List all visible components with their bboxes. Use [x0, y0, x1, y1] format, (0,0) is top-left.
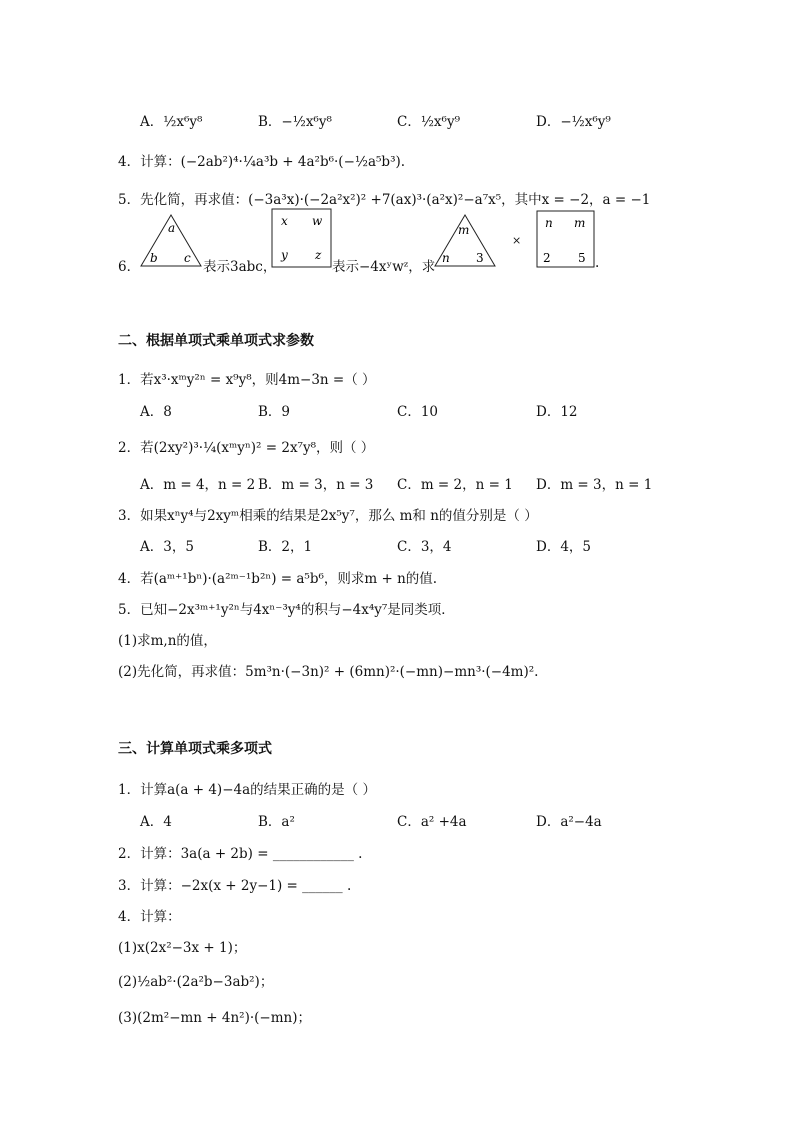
multiply-sign: × [512, 234, 522, 247]
option-b: B．−½x⁶y⁸ [258, 114, 332, 130]
s3-question-3: 3．计算：−2x(x + 2y−1) = ______ . [118, 878, 352, 894]
question-6-number: 6． [118, 259, 141, 275]
triangle-2-top: m [458, 223, 470, 237]
square-1-tr: w [312, 214, 323, 228]
square-2-br: 5 [578, 251, 586, 265]
square-2-bl: 2 [543, 251, 551, 265]
s2-q3-option-b: B．2，1 [258, 539, 313, 555]
triangle-figure-2 [432, 212, 498, 270]
s2-question-4: 4．若(aᵐ⁺¹bⁿ)·(a²ᵐ⁻¹b²ⁿ) = a⁵b⁶，则求m + n的值. [118, 571, 438, 587]
triangle-2-right: 3 [476, 251, 484, 265]
s2-q1-option-c: C．10 [397, 404, 439, 420]
triangle-1-top: a [168, 221, 176, 235]
option-a: A．½x⁶y⁸ [140, 114, 203, 130]
triangle-figure-1 [138, 212, 204, 270]
question-6-text-2: 表示−4xʸwᶻ，求 [332, 259, 436, 275]
s3-question-2: 2．计算：3a(a + 2b) = ____________ . [118, 846, 363, 862]
s2-q2-option-a: A．m = 4，n = 2 [140, 477, 256, 493]
s2-question-5-part-2: (2)先化简，再求值：5m³n·(−3n)² + (6mn)²·(−mn)−mn³·(−4m)². [118, 664, 539, 680]
s2-q2-option-d: D．m = 3，n = 1 [536, 477, 653, 493]
s2-q3-option-a: A．3，5 [140, 539, 194, 555]
option-c: C．½x⁶y⁹ [397, 114, 460, 130]
s2-q1-option-b: B．9 [258, 404, 291, 420]
section-3-heading: 三、计算单项式乘多项式 [118, 741, 272, 757]
s3-q1-option-a: A．4 [140, 814, 172, 830]
s3-question-4-part-2: (2)½ab²·(2a²b−3ab²)； [118, 974, 274, 990]
s2-q3-option-c: C．3，4 [397, 539, 452, 555]
s3-q1-option-c: C．a² +4a [397, 814, 467, 830]
square-figure-1 [271, 208, 332, 268]
s3-question-1: 1．计算a(a + 4)−4a的结果正确的是（ ） [118, 782, 376, 798]
s3-question-4-part-1: (1)x(2x²−3x + 1)； [118, 940, 247, 956]
square-1-bl: y [281, 248, 288, 262]
s3-q1-option-d: D．a²−4a [536, 814, 602, 830]
square-2-tl: n [545, 216, 553, 230]
s2-q1-option-a: A．8 [140, 404, 172, 420]
option-d: D．−½x⁶y⁹ [536, 114, 611, 130]
s2-q2-option-c: C．m = 2，n = 1 [397, 477, 513, 493]
s2-question-5-part-1: (1)求m,n的值， [118, 633, 217, 649]
section-2-heading: 二、根据单项式乘单项式求参数 [118, 333, 314, 349]
triangle-1-right: c [184, 251, 191, 265]
s2-q1-option-d: D．12 [536, 404, 578, 420]
s3-q1-option-b: B．a² [258, 814, 295, 830]
triangle-1-left: b [150, 251, 158, 265]
square-1-br: z [315, 248, 322, 262]
s2-q3-option-d: D．4，5 [536, 539, 592, 555]
square-2-tr: m [574, 216, 586, 230]
s3-question-4-part-3: (3)(2m²−mn + 4n²)·(−mn)； [118, 1010, 311, 1026]
s2-question-5: 5．已知−2x³ᵐ⁺¹y²ⁿ与4xⁿ⁻³y⁴的积与−4x⁴y⁷是同类项． [118, 602, 455, 618]
s2-question-2: 2．若(2xy²)³·¼(xᵐyⁿ)² = 2x⁷y⁸，则（ ） [118, 440, 375, 456]
square-figure-2 [536, 210, 595, 268]
s2-question-3: 3．如果xⁿy⁴与2xyᵐ相乘的结果是2x⁵y⁷，那么 m和 n的值分别是（ ） [118, 508, 538, 524]
s2-q2-option-b: B．m = 3，n = 3 [258, 477, 374, 493]
question-6-text-1: 表示3abc， [203, 259, 277, 275]
question-6-end: . [595, 255, 600, 271]
question-5: 5．先化简，再求值：(−3a³x)·(−2a²x²)² +7(ax)³·(a²x)²−a⁷x⁵，其中x = −2，a = −1 [118, 192, 651, 208]
square-1-tl: x [281, 214, 288, 228]
triangle-2-left: n [442, 251, 450, 265]
question-4: 4．计算：(−2ab²)⁴·¼a³b + 4a²b⁶·(−½a⁵b³). [118, 154, 406, 170]
s3-question-4: 4．计算： [118, 909, 181, 925]
s2-question-1: 1．若x³·xᵐy²ⁿ = x⁹y⁸，则4m−3n =（ ） [118, 372, 376, 388]
